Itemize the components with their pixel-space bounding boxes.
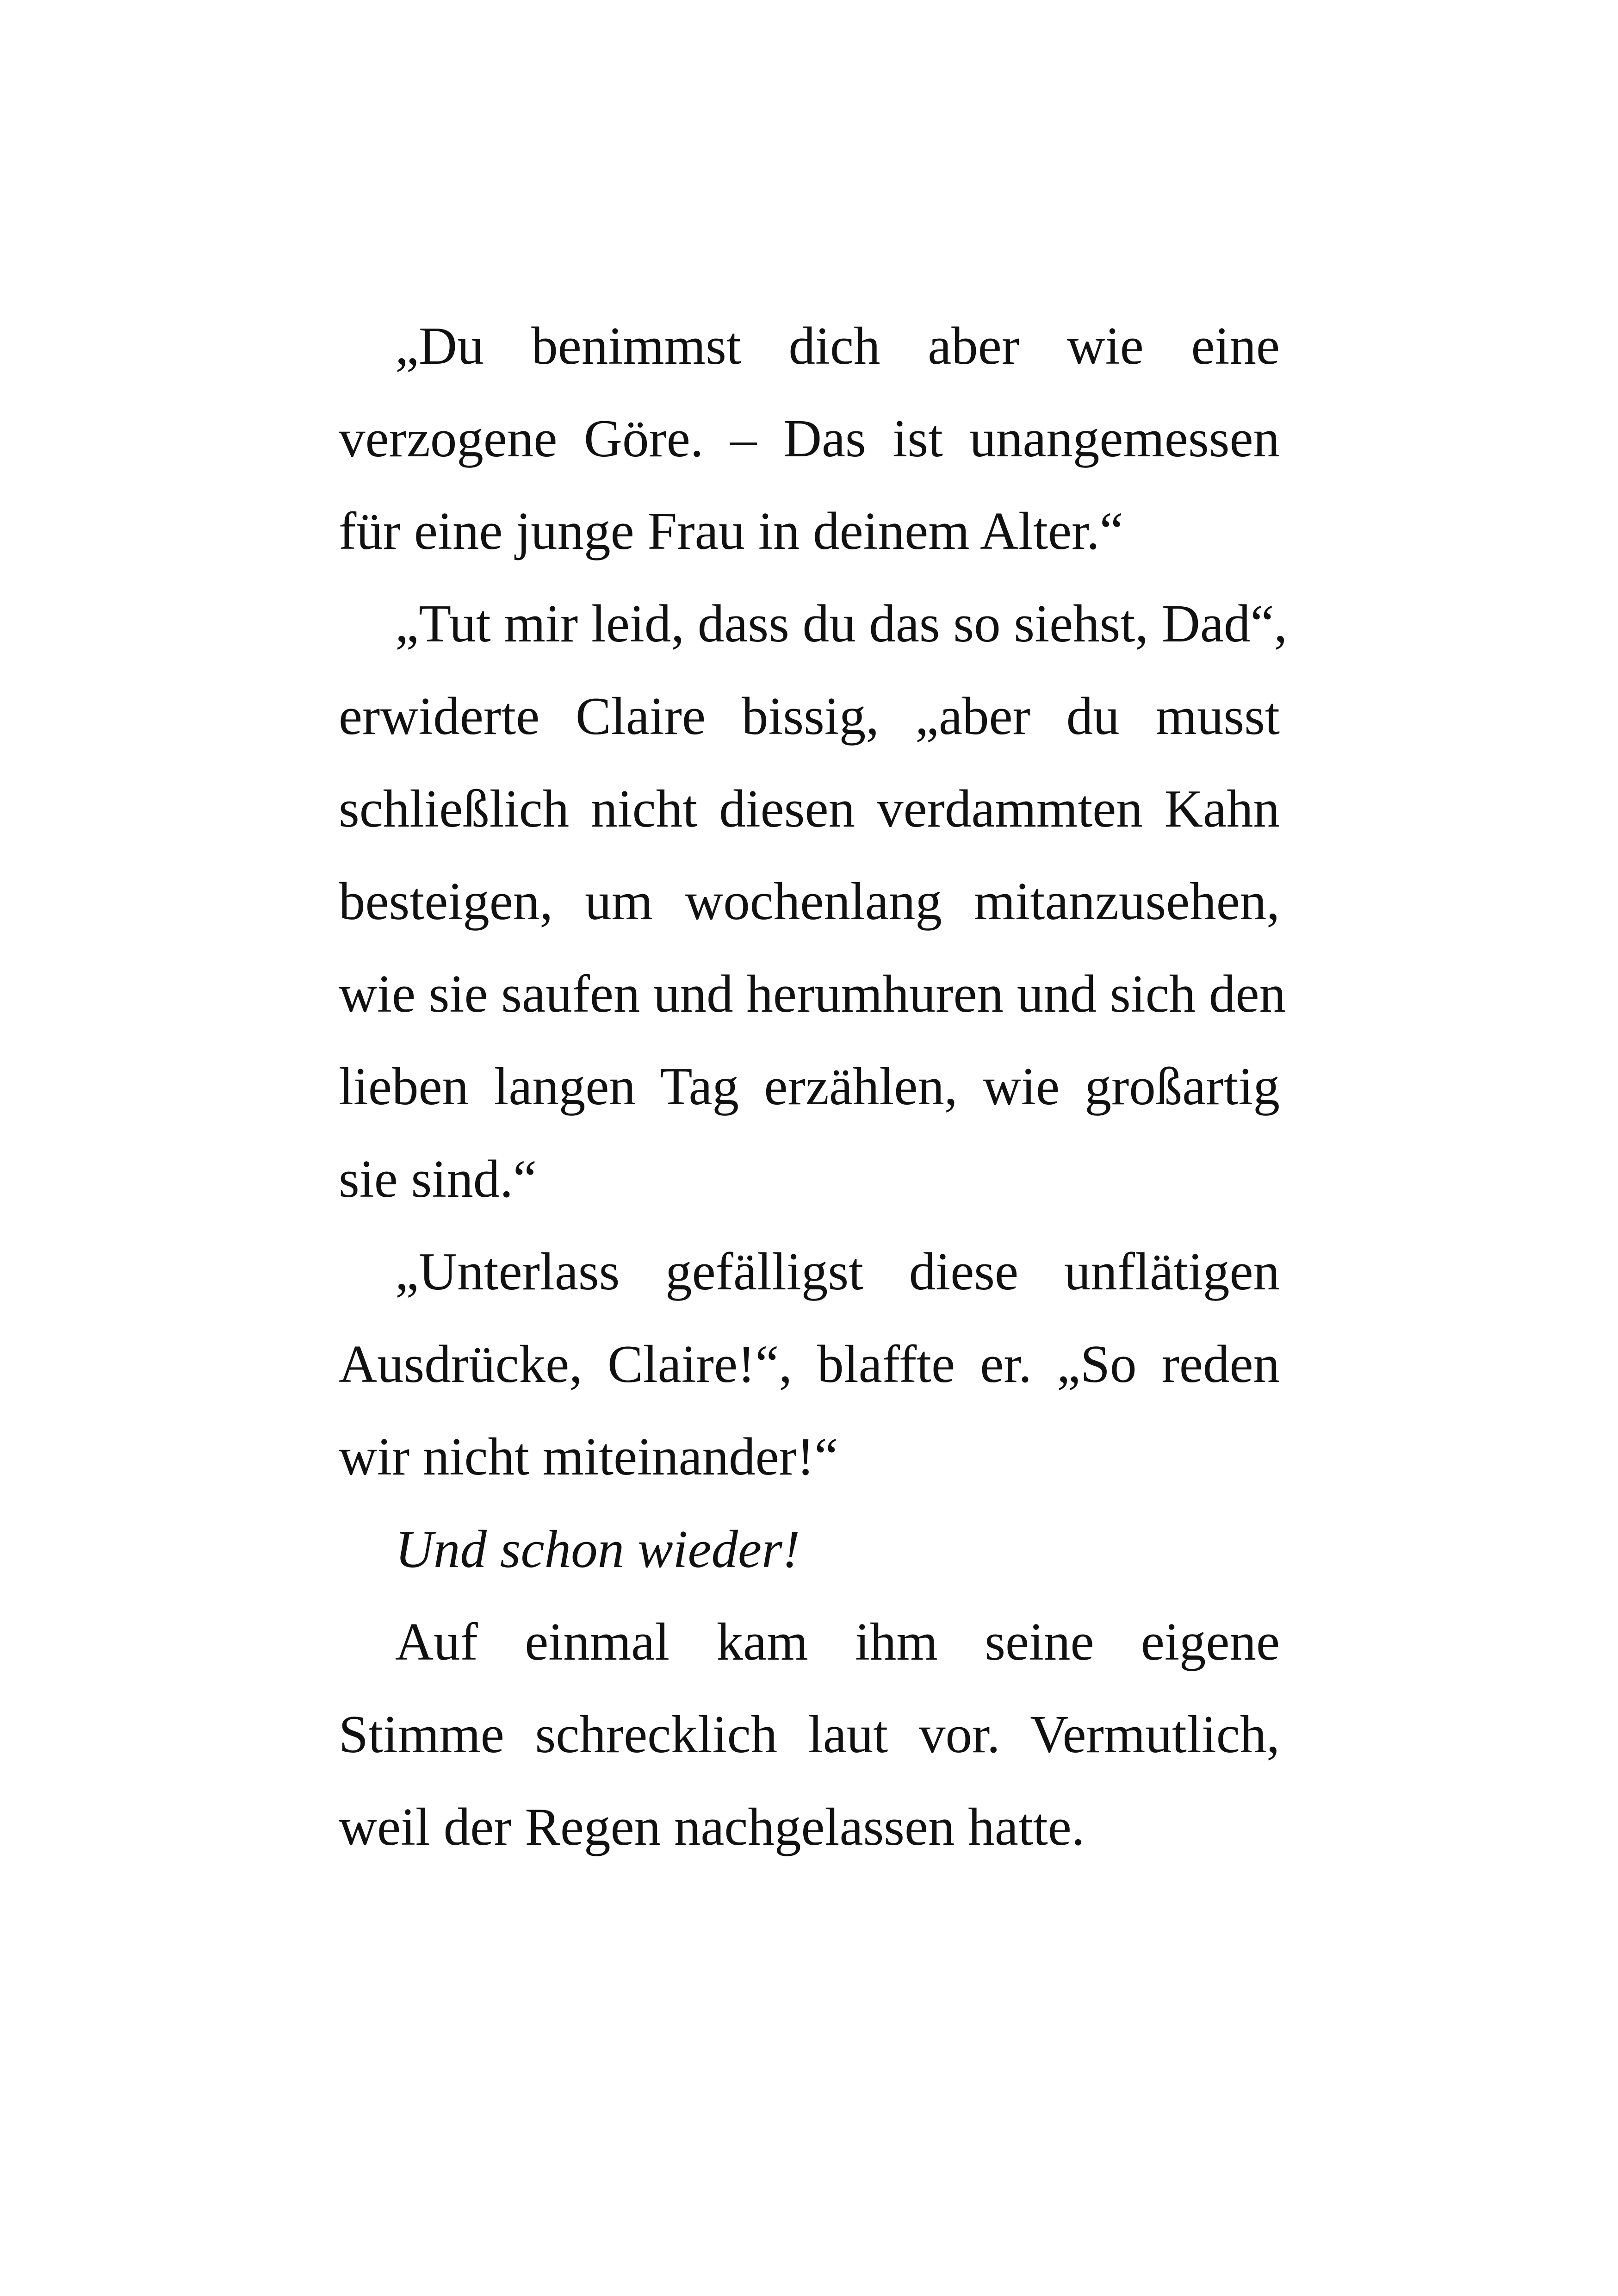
text-line: „Tut mir leid, dass du das so siehst, Dad“,	[395, 594, 1288, 653]
page-body-text	[339, 300, 1288, 1873]
text-line: wie sie saufen und herumhuren und sich den	[339, 964, 1286, 1023]
text-line: „Unterlass gefälligst diese unflätigen	[395, 1242, 1280, 1301]
text-line: „Du benimmst dich aber wie eine	[395, 317, 1280, 375]
paragraph	[339, 300, 1280, 578]
text-line: Stimme schrecklich laut vor. Vermutlich,	[339, 1705, 1280, 1764]
paragraph-italic	[339, 1503, 1280, 1596]
text-line: erwiderte Claire bissig, „aber du musst	[339, 687, 1280, 746]
text-line: verzogene Göre. – Das ist unangemessen	[339, 409, 1280, 468]
paragraph	[339, 1226, 1280, 1503]
text-line: wir nicht miteinander!“	[339, 1427, 838, 1486]
paragraph	[339, 578, 1288, 1226]
text-line: Ausdrücke, Claire!“, blaffte er. „So reden	[339, 1335, 1280, 1394]
text-line: schließlich nicht diesen verdammten Kahn	[339, 779, 1280, 838]
text-line: Auf einmal kam ihm seine eigene	[395, 1612, 1280, 1671]
text-line: Und schon wieder!	[395, 1520, 800, 1579]
text-line: besteigen, um wochenlang mitanzusehen,	[339, 872, 1280, 931]
text-line: lieben langen Tag erzählen, wie großartig	[339, 1057, 1280, 1116]
text-line: weil der Regen nachgelassen hatte.	[339, 1798, 1085, 1856]
text-line: für eine junge Frau in deinem Alter.“	[339, 502, 1123, 560]
paragraph	[339, 1596, 1280, 1873]
text-line: sie sind.“	[339, 1150, 537, 1208]
